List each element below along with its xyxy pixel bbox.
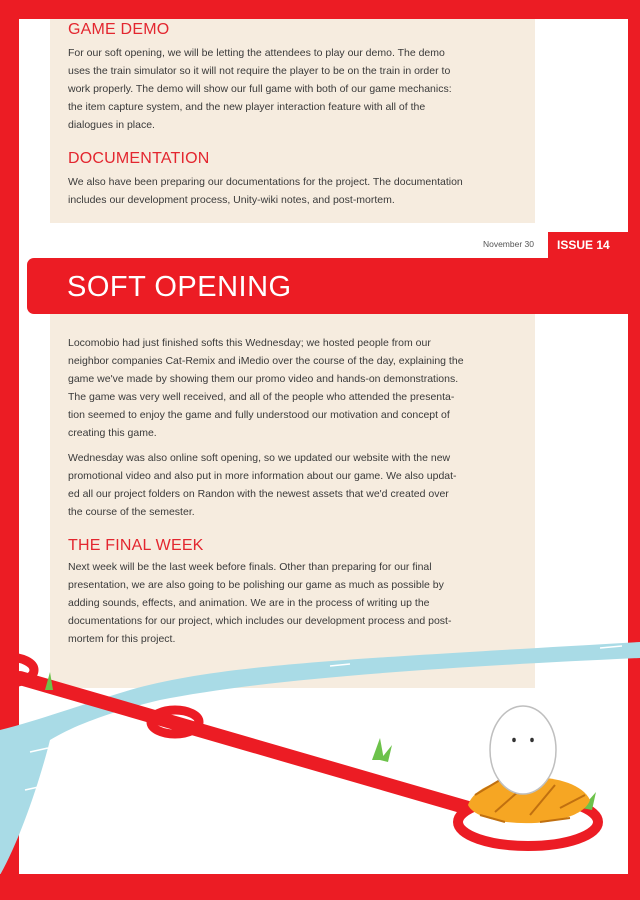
heading-final-week: THE FINAL WEEK bbox=[68, 537, 204, 554]
heading-documentation: DOCUMENTATION bbox=[68, 150, 210, 167]
text-line: mortem for this project. bbox=[68, 633, 176, 645]
issue-number-tab: ISSUE 14 bbox=[548, 232, 628, 258]
issue-date: November 30 bbox=[482, 239, 534, 249]
text-line: presentation, we are also going to be polishing our game as much as possible by bbox=[68, 579, 444, 591]
text-line: game we've made by showing them our promo video and hands-on demonstrations. bbox=[68, 373, 459, 385]
article-paragraph-1 bbox=[68, 334, 483, 442]
text-line: Next week will be the last week before finals. Other than preparing for our final bbox=[68, 561, 432, 573]
egg-character-icon bbox=[490, 706, 556, 794]
article-paragraph-2 bbox=[68, 449, 483, 521]
text-line: ed all our project folders on Randon with the newest assets that we'd created over bbox=[68, 488, 449, 500]
section-documentation bbox=[68, 150, 483, 209]
text-line: includes our development process, Unity-wiki notes, and post-mortem. bbox=[68, 194, 395, 206]
issue-row bbox=[0, 232, 640, 258]
text-line: We also have been preparing our documentations for the project. The documentation bbox=[68, 176, 463, 188]
title-bar bbox=[27, 258, 640, 314]
text-line: the course of the semester. bbox=[68, 506, 195, 518]
text-line: the item capture system, and the new player interaction feature with all of the bbox=[68, 101, 426, 113]
text-line: neighbor companies Cat-Remix and iMedio over the course of the day, explaining the bbox=[68, 355, 464, 367]
frame-bottom bbox=[0, 874, 640, 900]
text-line: documentations for our project, which includes our development process and post- bbox=[68, 615, 452, 627]
text-line: dialogues in place. bbox=[68, 119, 155, 131]
section-game-demo bbox=[68, 21, 483, 134]
text-line: For our soft opening, we will be letting the attendees to play our demo. The demo bbox=[68, 47, 445, 59]
article-body bbox=[68, 334, 483, 648]
frame-top bbox=[0, 0, 640, 19]
illustration bbox=[0, 620, 640, 880]
text-line: Locomobio had just finished softs this Wednesday; we hosted people from our bbox=[68, 337, 431, 349]
page-title: SOFT OPENING bbox=[67, 271, 292, 303]
text-line: uses the train simulator so it will not require the player to be on the train in order to bbox=[68, 65, 451, 77]
text-line: creating this game. bbox=[68, 427, 157, 439]
game-demo-body bbox=[68, 44, 483, 134]
text-line: tion seemed to enjoy the game and fully understood our motivation and concept of bbox=[68, 409, 450, 421]
heading-game-demo: GAME DEMO bbox=[68, 21, 170, 38]
documentation-body bbox=[68, 173, 483, 209]
text-line: The game was very well received, and all of the people who attended the presenta- bbox=[68, 391, 455, 403]
text-line: promotional video and also put in more information about our game. We also updat- bbox=[68, 470, 457, 482]
text-line: adding sounds, effects, and animation. We are in the process of writing up the bbox=[68, 597, 430, 609]
text-line: work properly. The demo will show our full game with both of our game mechanics: bbox=[68, 83, 452, 95]
text-line: Wednesday was also online soft opening, so we updated our website with the new bbox=[68, 452, 451, 464]
